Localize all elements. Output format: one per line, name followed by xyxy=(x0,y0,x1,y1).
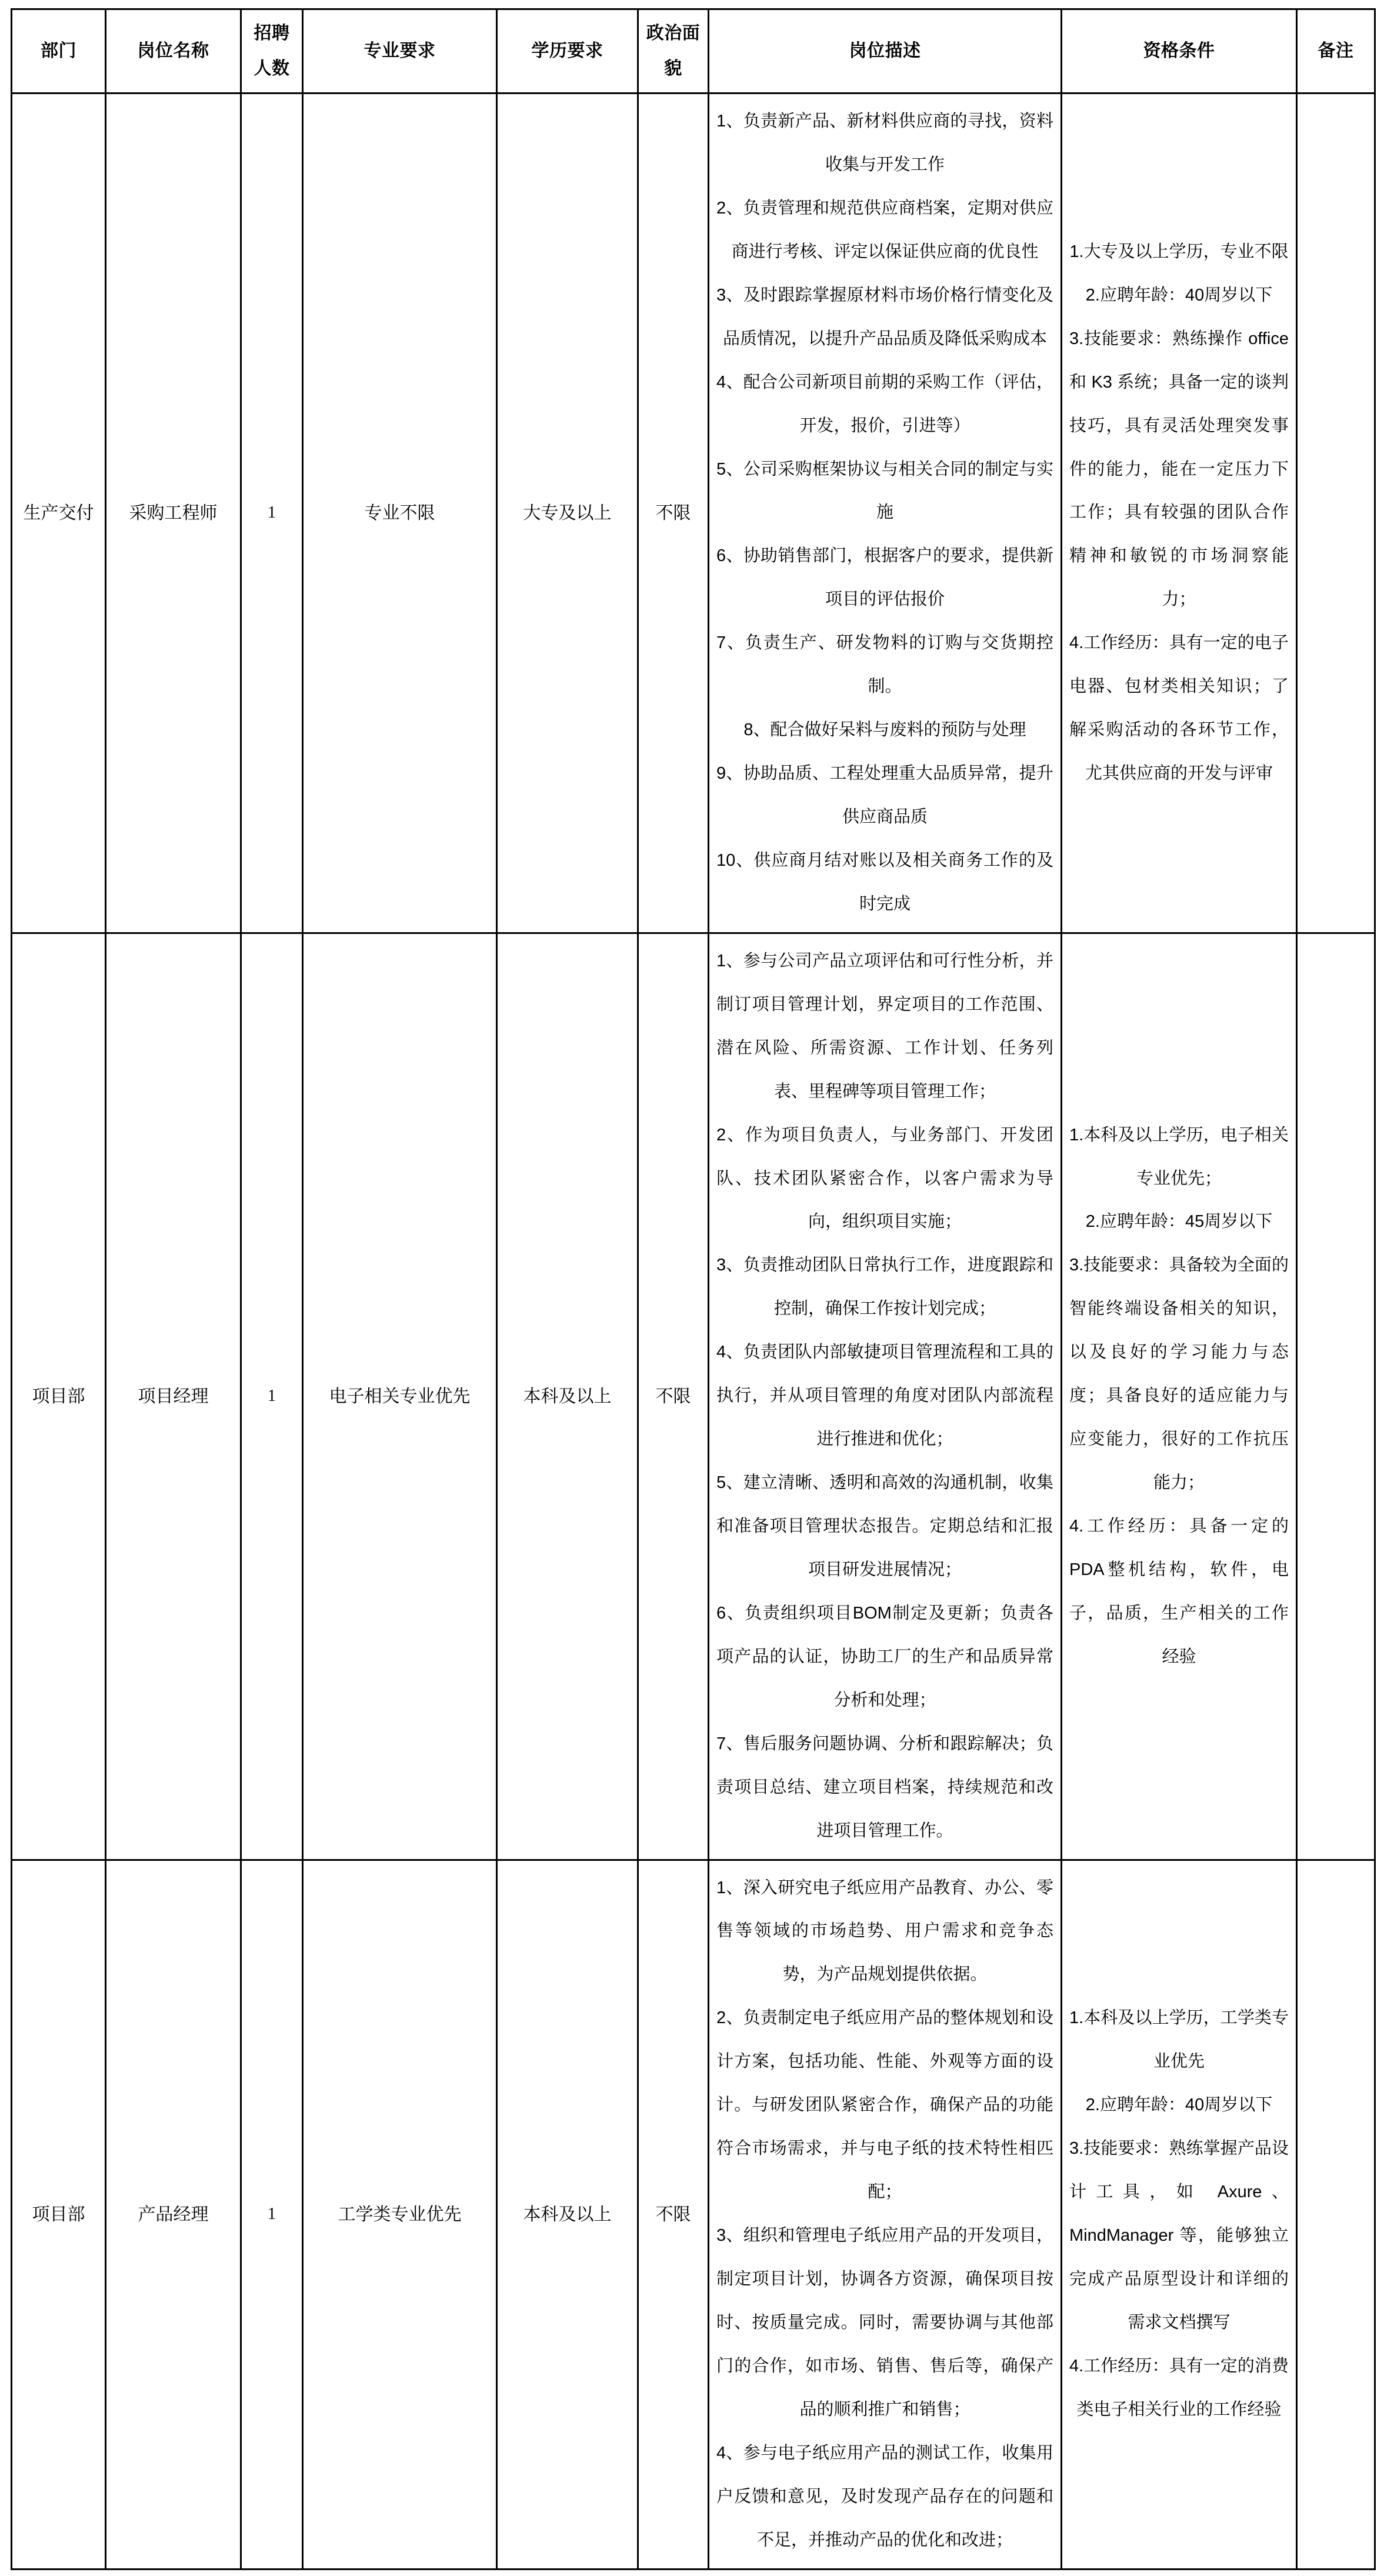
cell-remark xyxy=(1297,1860,1375,2569)
cell-count: 1 xyxy=(241,933,303,1860)
paragraph-item: 5、建立清晰、透明和高效的沟通机制，收集和准备项目管理状态报告。定期总结和汇报项目研发进展情况； xyxy=(716,1473,1053,1579)
paragraph-item: 1、深入研究电子纸应用产品教育、办公、零售等领域的市场趋势、用户需求和竞争态势，为产品规划提供依据。 xyxy=(716,1878,1053,1984)
recruitment-table xyxy=(11,8,1376,2570)
cell-qual xyxy=(1062,933,1297,1860)
table-row xyxy=(12,933,1375,1860)
cell-edu: 本科及以上 xyxy=(497,1860,638,2569)
paragraph-item: 2.应聘年龄：40周岁以下 xyxy=(1085,285,1273,305)
paragraph-item: 6、协助销售部门，根据客户的要求，提供新项目的评估报价 xyxy=(716,546,1053,609)
table-row xyxy=(12,94,1375,933)
cell-major: 电子相关专业优先 xyxy=(303,933,497,1860)
column-header-major: 专业要求 xyxy=(303,9,497,94)
paragraph-item: 8、配合做好呆料与废料的预防与处理 xyxy=(743,720,1026,740)
paragraph-item: 6、负责组织项目BOM制定及更新；负责各项产品的认证，协助工厂的生产和品质异常分析和处理； xyxy=(716,1603,1053,1710)
paragraph-item: 3.技能要求：具备较为全面的智能终端设备相关的知识，以及良好的学习能力与态度；具备良好的适应能力与应变能力，很好的工作抗压能力； xyxy=(1069,1256,1289,1493)
table-header-row xyxy=(12,9,1375,94)
paragraph-item: 4、参与电子纸应用产品的测试工作，收集用户反馈和意见，及时发现产品存在的问题和不足，并推动产品的优化和改进； xyxy=(716,2443,1053,2550)
paragraph-item: 2、作为项目负责人，与业务部门、开发团队、技术团队紧密合作，以客户需求为导向，组织项目实施； xyxy=(716,1125,1053,1232)
paragraph-item: 1、负责新产品、新材料供应商的寻找，资料收集与开发工作 xyxy=(716,112,1053,174)
table-body xyxy=(12,94,1375,2570)
cell-qual xyxy=(1062,94,1297,933)
column-header-desc: 岗位描述 xyxy=(709,9,1062,94)
paragraph-item: 4、负责团队内部敏捷项目管理流程和工具的执行，并从项目管理的角度对团队内部流程进行推进和优化； xyxy=(716,1343,1053,1449)
paragraph-item: 2.应聘年龄：45周岁以下 xyxy=(1085,1212,1273,1232)
column-header-post: 岗位名称 xyxy=(106,9,241,94)
paragraph-item: 7、售后服务问题协调、分析和跟踪解决；负责项目总结、建立项目档案，持续规范和改进项目管理工作。 xyxy=(716,1734,1053,1840)
cell-post: 采购工程师 xyxy=(106,94,241,933)
cell-dept: 项目部 xyxy=(12,1860,106,2569)
column-header-dept: 部门 xyxy=(12,9,106,94)
cell-political: 不限 xyxy=(638,933,709,1860)
column-header-remark: 备注 xyxy=(1297,9,1375,94)
paragraph-item: 2、负责管理和规范供应商档案，定期对供应商进行考核、评定以保证供应商的优良性 xyxy=(716,198,1053,261)
paragraph-item: 10、供应商月结对账以及相关商务工作的及时完成 xyxy=(716,850,1053,913)
cell-qual xyxy=(1062,1860,1297,2569)
cell-desc xyxy=(709,933,1062,1860)
paragraph-item: 9、协助品质、工程处理重大品质异常，提升供应商品质 xyxy=(716,764,1053,826)
cell-dept: 项目部 xyxy=(12,933,106,1860)
cell-political: 不限 xyxy=(638,94,709,933)
paragraph-item: 3、负责推动团队日常执行工作，进度跟踪和控制，确保工作按计划完成； xyxy=(716,1256,1053,1319)
column-header-edu: 学历要求 xyxy=(497,9,638,94)
cell-desc xyxy=(709,1860,1062,2569)
paragraph-item: 4.工作经历：具备一定的PDA整机结构，软件，电子，品质，生产相关的工作经验 xyxy=(1069,1517,1289,1666)
column-header-political: 政治面貌 xyxy=(638,9,709,94)
paragraph-item: 3.技能要求：熟练掌握产品设计工具，如 Axure、MindManager 等，能够独立完成产品原型设计和详细的需求文档撰写 xyxy=(1069,2139,1289,2332)
cell-post: 项目经理 xyxy=(106,933,241,1860)
paragraph-item: 4、配合公司新项目前期的采购工作（评估，开发，报价，引进等） xyxy=(716,372,1053,435)
cell-political: 不限 xyxy=(638,1860,709,2569)
paragraph-item: 2、负责制定电子纸应用产品的整体规划和设计方案，包括功能、性能、外观等方面的设计。与研发团队紧密合作，确保产品的功能符合市场需求，并与电子纸的技术特性相匹配； xyxy=(716,2008,1053,2202)
cell-edu: 本科及以上 xyxy=(497,933,638,1860)
column-header-qual: 资格条件 xyxy=(1062,9,1297,94)
cell-dept: 生产交付 xyxy=(12,94,106,933)
cell-remark xyxy=(1297,94,1375,933)
paragraph-item: 3.技能要求：熟练操作 office 和 K3 系统；具备一定的谈判技巧，具有灵活处理突发事件的能力，能在一定压力下工作；具有较强的团队合作精神和敏锐的市场洞察能力； xyxy=(1069,329,1289,609)
table-row xyxy=(12,1860,1375,2569)
cell-major: 工学类专业优先 xyxy=(303,1860,497,2569)
cell-remark xyxy=(1297,933,1375,1860)
paragraph-item: 4.工作经历：具有一定的电子电器、包材类相关知识；了解采购活动的各环节工作，尤其供应商的开发与评审 xyxy=(1069,633,1289,783)
paragraph-item: 2.应聘年龄：40周岁以下 xyxy=(1085,2095,1273,2115)
paragraph-item: 1.本科及以上学历，电子相关专业优先； xyxy=(1069,1125,1289,1188)
table-header xyxy=(12,9,1375,94)
cell-desc xyxy=(709,94,1062,933)
paragraph-item: 3、及时跟踪掌握原材料市场价格行情变化及品质情况，以提升产品品质及降低采购成本 xyxy=(716,285,1053,348)
paragraph-item: 1、参与公司产品立项评估和可行性分析，并制订项目管理计划，界定项目的工作范围、潜在风险、所需资源、工作计划、任务列表、里程碑等项目管理工作； xyxy=(716,951,1053,1101)
cell-edu: 大专及以上 xyxy=(497,94,638,933)
paragraph-item: 3、组织和管理电子纸应用产品的开发项目，制定项目计划，协调各方资源，确保项目按时、按质量完成。同时，需要协调与其他部门的合作，如市场、销售、售后等，确保产品的顺利推广和销售； xyxy=(716,2226,1053,2419)
paragraph-item: 1.本科及以上学历，工学类专业优先 xyxy=(1069,2008,1289,2071)
cell-post: 产品经理 xyxy=(106,1860,241,2569)
paragraph-item: 7、负责生产、研发物料的订购与交货期控制。 xyxy=(716,633,1053,696)
paragraph-item: 4.工作经历：具有一定的消费类电子相关行业的工作经验 xyxy=(1069,2356,1289,2419)
cell-count: 1 xyxy=(241,94,303,933)
paragraph-item: 5、公司采购框架协议与相关合同的制定与实施 xyxy=(716,459,1053,522)
cell-count: 1 xyxy=(241,1860,303,2569)
column-header-count: 招聘人数 xyxy=(241,9,303,94)
cell-major: 专业不限 xyxy=(303,94,497,933)
paragraph-item: 1.大专及以上学历，专业不限 xyxy=(1069,242,1289,261)
